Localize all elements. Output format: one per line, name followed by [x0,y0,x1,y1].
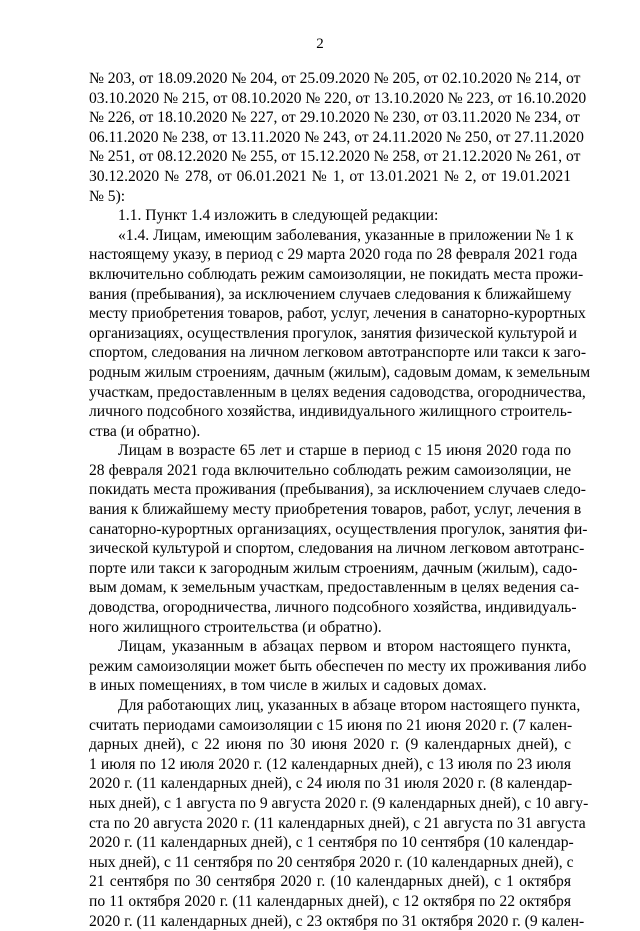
text-line: 2020 г. (11 календарных дней), с 24 июля по 31 июля 2020 г. (8 календар- [89,775,573,793]
text-line: 06.11.2020 № 238, от 13.11.2020 № 243, от 24.11.2020 № 250, от 27.11.2020 [89,128,584,146]
text-line: 28 февраля 2021 года включительно соблюдать режим самоизоляции, не [89,461,571,479]
text-line: участкам, предоставленным в целях ведения садоводства, огородничества, [89,383,586,401]
text-line: личного подсобного хозяйства, индивидуального жилищного строитель- [89,403,573,421]
text-line: организациях, осуществления прогулок, занятия физической культурой и [89,324,577,342]
text-line: 30.12.2020 № 278, от 06.01.2021 № 1, от 13.01.2021 № 2, от 19.01.2021 [89,167,571,185]
text-line: по 11 октября 2020 г. (11 календарных дней), с 12 октября по 22 октября [89,892,571,910]
text-line: зической культурой и спортом, следования на личном легковом автотранс- [89,540,585,558]
text-line: Лицам в возрасте 65 лет и старше в период с 15 июня 2020 года по [118,442,571,460]
text-line: 03.10.2020 № 215, от 08.10.2020 № 220, от 13.10.2020 № 223, от 16.10.2020 [89,89,587,107]
page-number: 2 [316,36,324,52]
text-line: настоящему указу, в период с 29 марта 2020 года по 28 февраля 2021 года [89,246,578,264]
text-line: № 251, от 08.12.2020 № 255, от 15.12.2020 № 258, от 21.12.2020 № 261, от [89,148,581,166]
text-line: родным жилым строениям, дачным (жилым), садовым домам, к земельным [89,363,591,381]
text-line: № 5): [89,187,126,205]
text-line: ста по 20 августа 2020 г. (11 календарных дней), с 21 августа по 31 августа [89,814,586,832]
text-line: № 203, от 18.09.2020 № 204, от 25.09.2020 № 205, от 02.10.2020 № 214, от [89,70,581,87]
text-line: считать периодами самоизоляции с 15 июня по 21 июня 2020 г. (7 кален- [89,716,573,734]
text-line: ного жилищного строительства (и обратно). [89,618,382,636]
text-line: вым домам, к земельным участкам, предоставленным в целях ведения са- [89,579,580,597]
text-line: «1.4. Лицам, имеющим заболевания, указанные в приложении № 1 к [118,226,574,244]
text-line: № 226, от 18.10.2020 № 227, от 29.10.2020 № 230, от 03.11.2020 № 234, от [89,109,580,127]
text-line: порте или такси к загородным жилым строениям, дачным (жилым), садо- [89,559,578,577]
text-line: ных дней), с 1 августа по 9 августа 2020 г. (9 календарных дней), с 10 авгу- [89,794,589,812]
text-line: 2020 г. (11 календарных дней), с 23 октября по 31 октября 2020 г. (9 кален- [89,912,585,930]
document-body [89,69,591,931]
text-line: ства (и обратно). [89,422,201,440]
text-line: Для работающих лиц, указанных в абзаце втором настоящего пункта, [118,697,581,714]
text-line: ных дней), с 11 сентября по 20 сентября 2020 г. (10 календарных дней), с [89,853,574,871]
text-line: вания к ближайшему месту приобретения товаров, работ, услуг, лечения в [89,501,582,519]
text-line: спортом, следования на личном легковом автотранспорте или такси к заго- [89,344,587,362]
text-line: 1.1. Пункт 1.4 изложить в следующей редакции: [118,207,439,225]
text-line: вания (пребывания), за исключением случаев следования к ближайшему [89,285,572,303]
text-line: доводства, огородничества, личного подсобного хозяйства, индивидуаль- [89,599,577,617]
text-line: в иных помещениях, в том числе в жилых и садовых домах. [89,677,487,695]
text-line: включительно соблюдать режим самоизоляции, не покидать места прожи- [89,265,584,283]
text-line: дарных дней), с 22 июня по 30 июня 2020 г. (9 календарных дней), с [89,736,571,754]
text-line: санаторно-курортных организациях, осуществления прогулок, занятия фи- [89,520,588,538]
text-line: покидать места проживания (пребывания), за исключением случаев следо- [89,481,586,499]
text-line: Лицам, указанным в абзацах первом и втором настоящего пункта, [118,638,571,656]
text-line: 21 сентября по 30 сентября 2020 г. (10 календарных дней), с 1 октября [89,873,571,891]
text-line: режим самоизоляции может быть обеспечен по месту их проживания либо [89,657,587,675]
text-line: 1 июля по 12 июля 2020 г. (12 календарных дней), с 13 июля по 23 июля [89,755,571,773]
text-line: месту приобретения товаров, работ, услуг, лечения в санаторно-курортных [89,305,586,323]
text-line: 2020 г. (11 календарных дней), с 1 сентября по 10 сентября (10 календар- [89,834,574,852]
